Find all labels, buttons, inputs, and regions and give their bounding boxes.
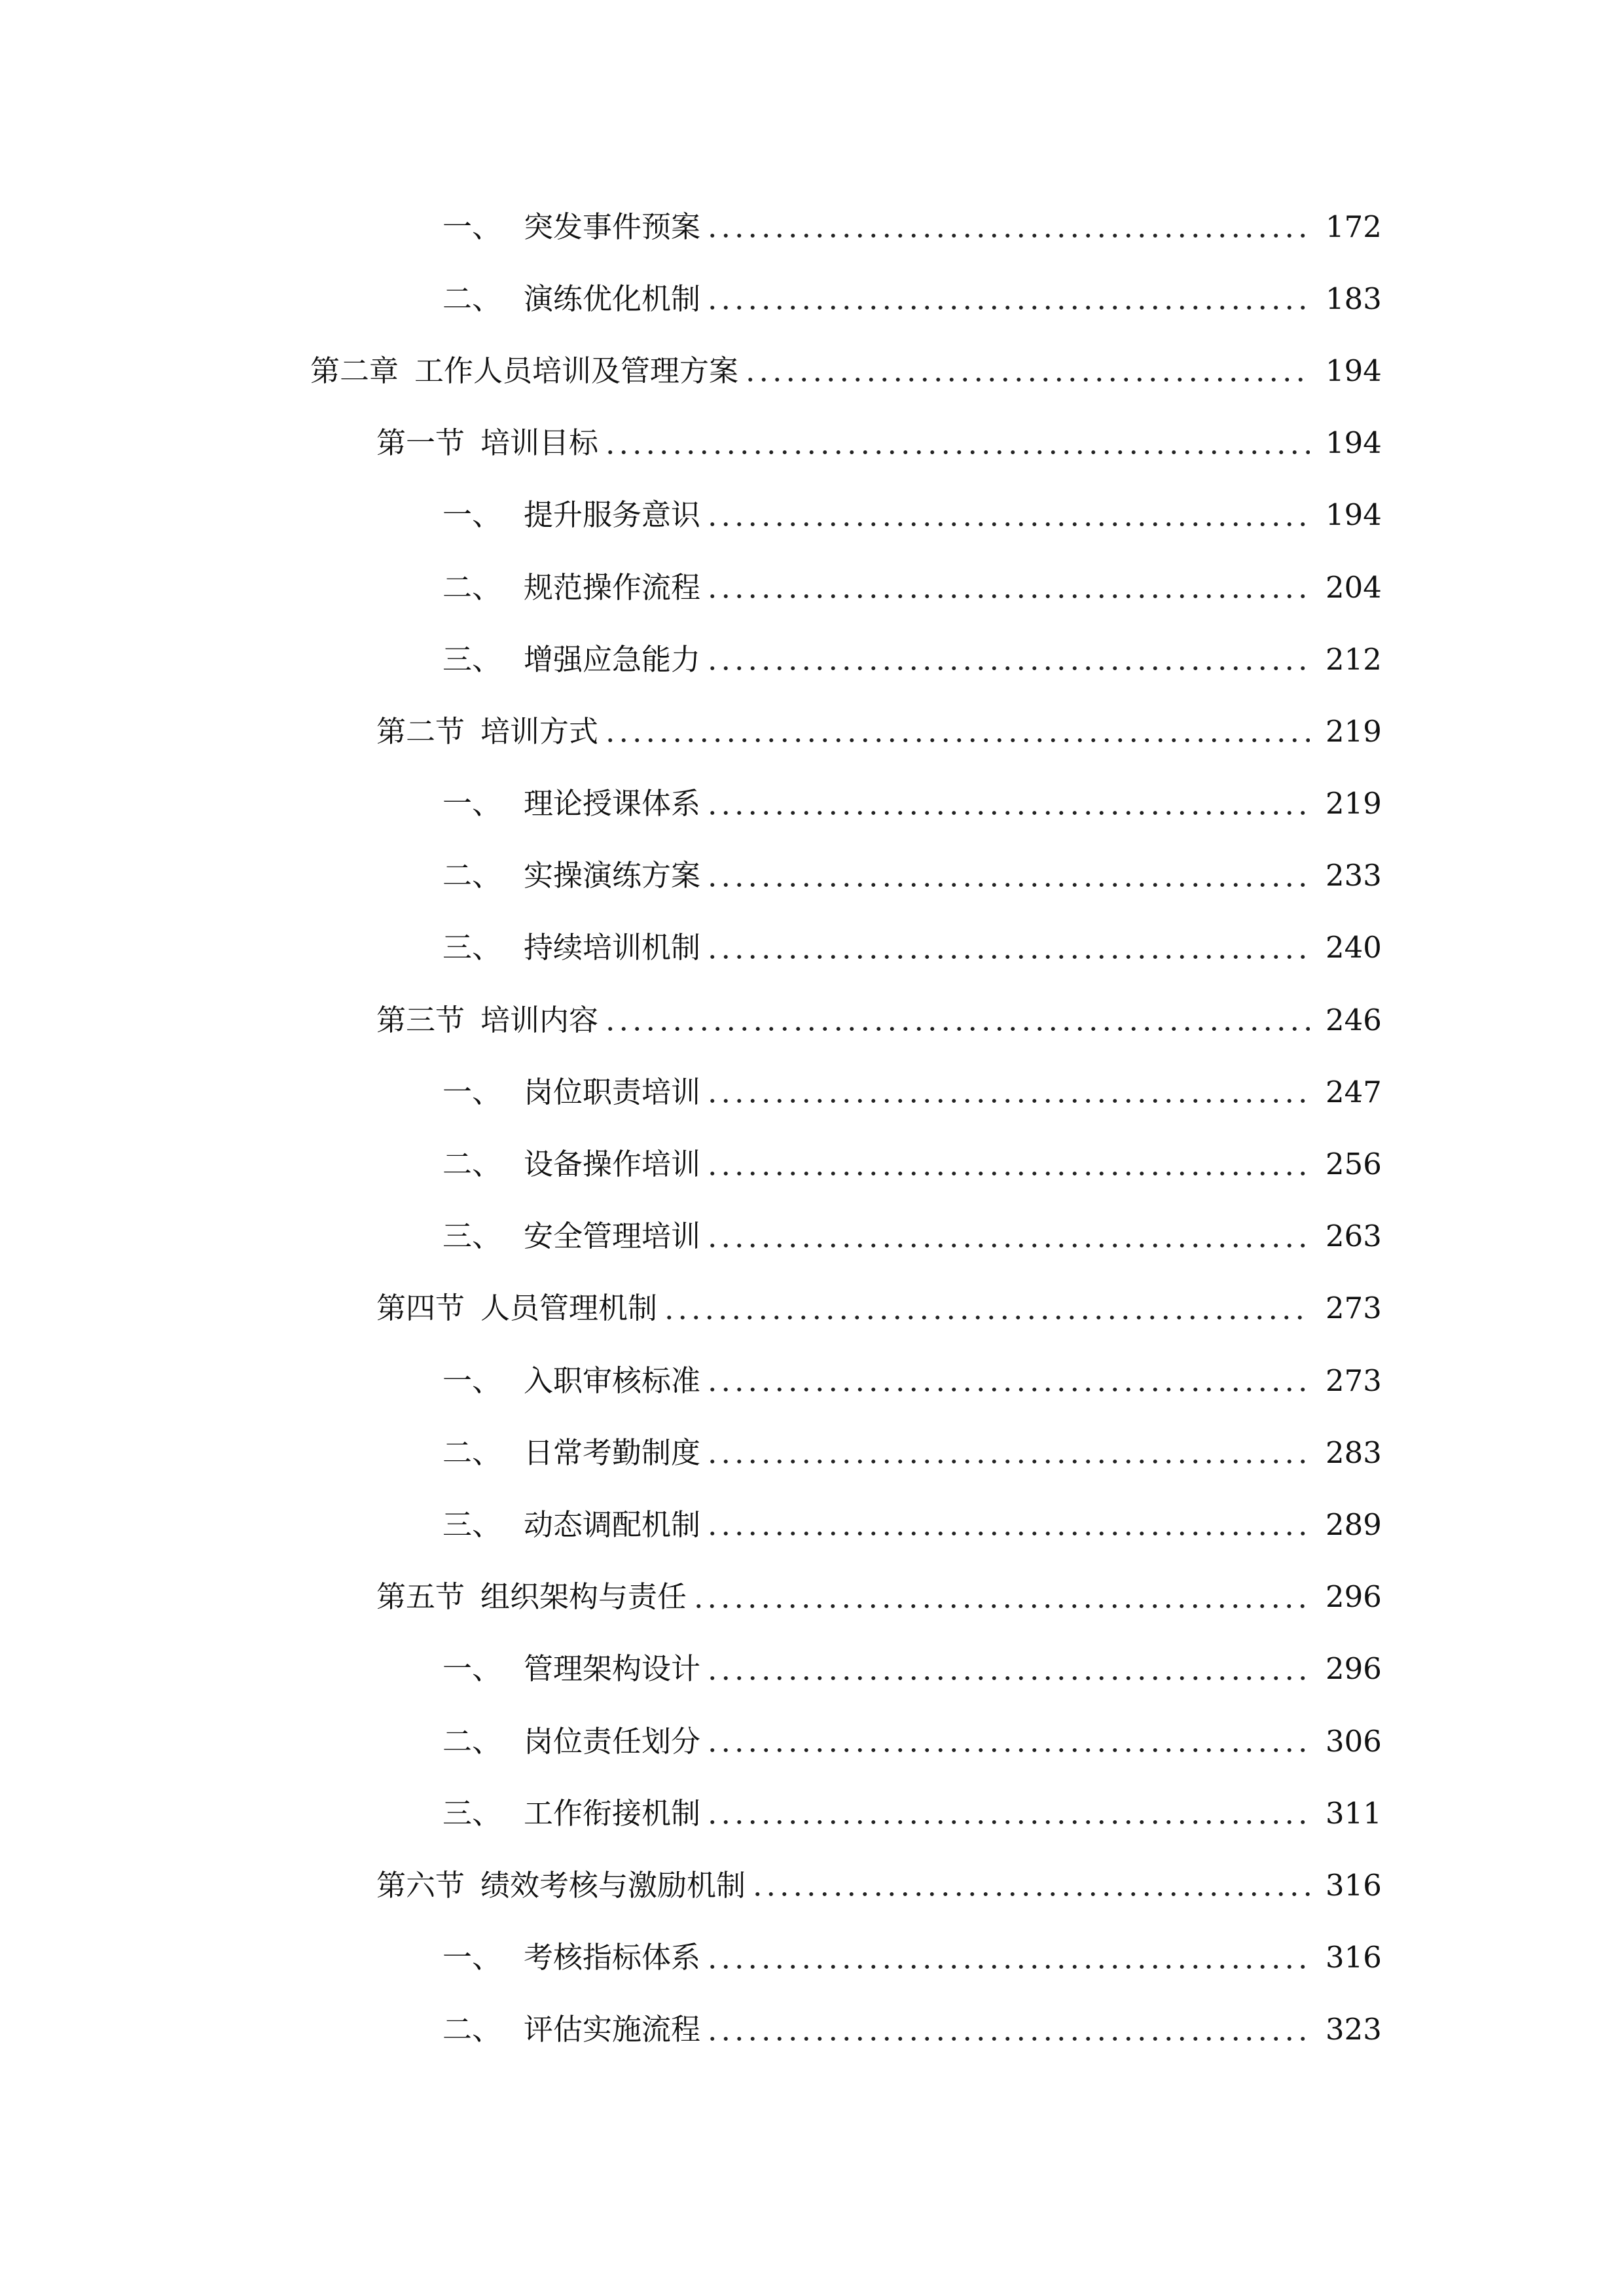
toc-entry-title: 岗位职责培训 xyxy=(524,1074,701,1109)
toc-entry-number: 二、 xyxy=(442,2012,502,2047)
toc-entry-page: 273 xyxy=(1326,1363,1382,1398)
dot-leader xyxy=(706,1747,1310,1753)
dot-leader xyxy=(706,1819,1310,1825)
dot-leader xyxy=(706,2036,1310,2042)
dot-leader xyxy=(706,1386,1310,1393)
toc-chapter-title: 工作人员培训及管理方案 xyxy=(414,353,739,388)
toc-entry-title: 规范操作流程 xyxy=(524,569,701,605)
toc-section-entry[interactable] xyxy=(0,695,1624,767)
toc-entry-title: 持续培训机制 xyxy=(524,930,701,965)
toc-entry[interactable] xyxy=(0,840,1624,912)
toc-entry-title: 实操演练方案 xyxy=(524,858,701,893)
toc-entry[interactable] xyxy=(0,1777,1624,1849)
toc-entry-number: 二、 xyxy=(442,1723,502,1759)
dot-leader xyxy=(706,1458,1310,1465)
dot-leader xyxy=(692,1603,1310,1609)
toc-entry-number: 三、 xyxy=(442,1219,502,1254)
toc-entry-number: 三、 xyxy=(442,641,502,677)
toc-entry-title: 突发事件预案 xyxy=(524,209,701,244)
toc-entry-page: 219 xyxy=(1326,786,1382,821)
toc-entry-page: 306 xyxy=(1326,1723,1382,1759)
toc-entry[interactable] xyxy=(0,1488,1624,1560)
dot-leader xyxy=(706,1964,1310,1970)
toc-entry-page: 240 xyxy=(1326,930,1382,965)
toc-entry[interactable] xyxy=(0,1200,1624,1272)
toc-entry-title: 提升服务意识 xyxy=(524,497,701,533)
table-of-contents xyxy=(0,190,1624,2066)
toc-entry-page: 204 xyxy=(1326,569,1382,605)
toc-entry-number: 二、 xyxy=(442,1147,502,1182)
toc-section-entry[interactable] xyxy=(0,1272,1624,1344)
toc-entry-page: 246 xyxy=(1326,1002,1382,1037)
toc-entry-title: 考核指标体系 xyxy=(524,1940,701,1975)
dot-leader xyxy=(706,810,1310,816)
toc-entry-page: 323 xyxy=(1326,2012,1382,2047)
toc-entry-page: 263 xyxy=(1326,1219,1382,1254)
toc-section-title: 培训方式 xyxy=(480,713,599,749)
toc-entry[interactable] xyxy=(0,262,1624,334)
dot-leader xyxy=(706,882,1310,888)
dot-leader xyxy=(604,449,1310,456)
toc-entry-page: 311 xyxy=(1326,1795,1382,1831)
toc-entry-number: 三、 xyxy=(442,1507,502,1542)
toc-chapter-entry[interactable] xyxy=(0,334,1624,406)
toc-section-entry[interactable] xyxy=(0,1561,1624,1633)
toc-entry-title: 评估实施流程 xyxy=(524,2012,701,2047)
dot-leader xyxy=(604,1026,1310,1032)
toc-entry[interactable] xyxy=(0,551,1624,623)
dot-leader xyxy=(706,232,1310,239)
dot-leader xyxy=(662,1314,1310,1321)
toc-entry-number: 一、 xyxy=(442,786,502,821)
toc-entry-title: 演练优化机制 xyxy=(524,281,701,316)
toc-section-number: 第三节 xyxy=(376,1002,465,1037)
toc-entry-number: 二、 xyxy=(442,281,502,316)
toc-section-entry[interactable] xyxy=(0,984,1624,1056)
dot-leader xyxy=(706,954,1310,960)
toc-entry-title: 工作衔接机制 xyxy=(524,1795,701,1831)
dot-leader xyxy=(706,1242,1310,1249)
toc-entry-number: 一、 xyxy=(442,497,502,533)
toc-entry[interactable] xyxy=(0,623,1624,695)
dot-leader xyxy=(706,1530,1310,1537)
toc-section-number: 第一节 xyxy=(376,425,465,461)
toc-entry[interactable] xyxy=(0,1344,1624,1416)
dot-leader xyxy=(706,1170,1310,1177)
toc-entry-page: 219 xyxy=(1326,713,1382,749)
dot-leader xyxy=(706,665,1310,672)
toc-section-number: 第二节 xyxy=(376,713,465,749)
dot-leader xyxy=(744,376,1310,383)
dot-leader xyxy=(706,593,1310,600)
toc-entry-page: 233 xyxy=(1326,858,1382,893)
toc-entry-page: 183 xyxy=(1326,281,1382,316)
toc-entry-number: 一、 xyxy=(442,209,502,244)
toc-entry-title: 岗位责任划分 xyxy=(524,1723,701,1759)
toc-entry-page: 194 xyxy=(1326,425,1382,461)
toc-section-title: 人员管理机制 xyxy=(480,1291,658,1326)
toc-entry[interactable] xyxy=(0,1705,1624,1777)
toc-entry-number: 一、 xyxy=(442,1363,502,1398)
dot-leader xyxy=(706,304,1310,311)
toc-entry-page: 296 xyxy=(1326,1651,1382,1687)
toc-entry-number: 一、 xyxy=(442,1940,502,1975)
toc-entry-page: 194 xyxy=(1326,353,1382,388)
toc-entry[interactable] xyxy=(0,479,1624,551)
toc-entry-page: 256 xyxy=(1326,1147,1382,1182)
dot-leader xyxy=(706,1675,1310,1681)
toc-entry-number: 一、 xyxy=(442,1651,502,1687)
toc-entry-page: 296 xyxy=(1326,1579,1382,1615)
toc-entry-page: 289 xyxy=(1326,1507,1382,1542)
toc-entry-title: 入职审核标准 xyxy=(524,1363,701,1398)
toc-entry-number: 二、 xyxy=(442,1435,502,1470)
toc-section-number: 第四节 xyxy=(376,1291,465,1326)
toc-entry-number: 三、 xyxy=(442,930,502,965)
toc-entry-number: 二、 xyxy=(442,569,502,605)
dot-leader xyxy=(706,1098,1310,1104)
toc-entry-title: 日常考勤制度 xyxy=(524,1435,701,1470)
toc-entry[interactable] xyxy=(0,912,1624,984)
toc-section-entry[interactable] xyxy=(0,407,1624,479)
toc-section-title: 培训目标 xyxy=(480,425,599,461)
toc-chapter-number: 第二章 xyxy=(310,353,399,388)
toc-section-number: 第五节 xyxy=(376,1579,465,1615)
toc-entry[interactable] xyxy=(0,1994,1624,2066)
toc-entry-number: 三、 xyxy=(442,1795,502,1831)
toc-entry-number: 二、 xyxy=(442,858,502,893)
toc-entry-page: 194 xyxy=(1326,497,1382,533)
toc-entry-title: 设备操作培训 xyxy=(524,1147,701,1182)
toc-entry[interactable] xyxy=(0,768,1624,840)
toc-section-title: 培训内容 xyxy=(480,1002,599,1037)
toc-entry-title: 安全管理培训 xyxy=(524,1219,701,1254)
toc-entry[interactable] xyxy=(0,190,1624,262)
toc-entry-title: 动态调配机制 xyxy=(524,1507,701,1542)
toc-entry-page: 212 xyxy=(1326,641,1382,677)
toc-entry-title: 理论授课体系 xyxy=(524,786,701,821)
toc-entry-page: 283 xyxy=(1326,1435,1382,1470)
toc-entry[interactable] xyxy=(0,1416,1624,1488)
toc-entry-title: 增强应急能力 xyxy=(524,641,701,677)
toc-entry-page: 273 xyxy=(1326,1291,1382,1326)
toc-entry[interactable] xyxy=(0,1633,1624,1705)
dot-leader xyxy=(706,521,1310,528)
toc-entry[interactable] xyxy=(0,1056,1624,1128)
toc-entry[interactable] xyxy=(0,1922,1624,1994)
toc-section-title: 组织架构与责任 xyxy=(480,1579,687,1615)
toc-entry-number: 一、 xyxy=(442,1074,502,1109)
toc-entry-page: 247 xyxy=(1326,1074,1382,1109)
toc-entry[interactable] xyxy=(0,1128,1624,1200)
toc-entry-page: 172 xyxy=(1326,209,1382,244)
toc-entry-page: 316 xyxy=(1326,1867,1382,1903)
dot-leader xyxy=(751,1891,1310,1897)
toc-entry-title: 管理架构设计 xyxy=(524,1651,701,1687)
dot-leader xyxy=(604,737,1310,744)
toc-section-number: 第六节 xyxy=(376,1867,465,1903)
toc-entry-page: 316 xyxy=(1326,1940,1382,1975)
toc-section-title: 绩效考核与激励机制 xyxy=(480,1867,746,1903)
toc-section-entry[interactable] xyxy=(0,1849,1624,1921)
